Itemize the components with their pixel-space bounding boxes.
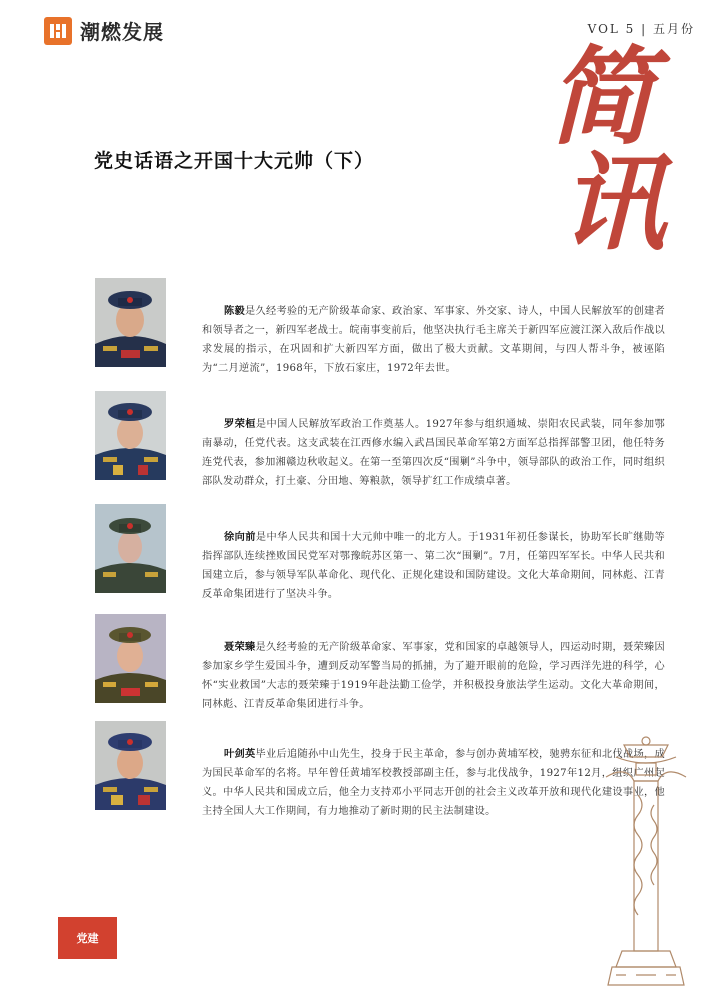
logo-icon	[44, 17, 72, 45]
portrait-photo	[95, 504, 166, 593]
brand-logo	[44, 16, 164, 45]
bio-text: 罗荣桓是中国人民解放军政治工作奠基人。1927年参与组织通城、崇阳农民武装，同年参加鄂南暴动，任党代表。这支武装在江西修水编入武昌国民革命军第2方面军总指挥部警卫团，他任特务连党代表，参加湘赣边秋收起义。在第一至第四次反“围剿”斗争中，领导部队的政治工作，同时组织部队发动群众，打土豪、分田地、筹粮款，领导扩红工作成绩卓著。	[202, 418, 665, 488]
huabiao-pillar-icon	[596, 735, 696, 999]
banner-char-jian: 简	[548, 34, 654, 159]
bio-text: 陈毅是久经考验的无产阶级革命家、政治家、军事家、外交家、诗人，中国人民解放军的创建者和领导者之一，新四军老战士。皖南事变前后，他坚决执行毛主席关于新四军应渡江深入敌后作战以求发展的指示，在巩固和扩大新四军方面，做出了极大贡献。文革期间，与四人帮斗争，被诬陷为“二月逆流”，1968年，下放石家庄，1972年去世。	[202, 305, 665, 375]
bio-text: 叶剑英毕业后追随孙中山先生，投身于民主革命，参与创办黄埔军校，驰骋东征和北伐战场，成为国民革命军的名将。早年曾任黄埔军校教授部副主任，参与北伐战争，1927年12月，组织广州起义。中华人民共和国成立后，他全力支持邓小平同志开创的社会主义改革开放和现代化建设事业，他主持全国人大工作期间，有力地推动了新时期的民主法制建设。	[202, 748, 665, 818]
person-name: 罗荣桓	[224, 418, 256, 431]
section-tag: 党建	[58, 917, 117, 959]
person-name: 徐向前	[224, 531, 256, 544]
brand-name: 潮燃发展	[80, 20, 164, 44]
portrait-photo	[95, 721, 166, 810]
person-name: 陈毅	[224, 305, 245, 318]
person-name: 聂荣臻	[224, 641, 256, 654]
issue-label: VOL 5 | 五月份	[587, 22, 695, 36]
bio-text: 徐向前是中华人民共和国十大元帅中唯一的北方人。于1931年初任参谋长，协助军长旷继勋等指挥部队连续挫败国民党军对鄂豫皖苏区第一、第二次“围剿”。7月，任第四军军长。中华人民共和国建立后，参与领导军队革命化、现代化、正规化建设和国防建设。文化大革命期间，同林彪、江青反革命集团进行了坚决斗争。	[202, 531, 665, 601]
portrait-photo	[95, 278, 166, 367]
person-name: 叶剑英	[224, 748, 256, 761]
banner-char-xun: 讯	[560, 140, 666, 265]
bio-text: 聂荣臻是久经考验的无产阶级革命家、军事家，党和国家的卓越领导人，四运动时期，聂荣臻因参加家乡学生爱国斗争，遭到反动军警当局的抓捕，为了避开眼前的危险，学习西洋先进的科学，心怀“实业救国”大志的聂荣臻于1919年赴法勤工俭学，并积极投身旅法学生运动。文化大革命期间，同林彪、江青反革命集团进行斗争。	[202, 641, 665, 711]
portrait-photo	[95, 391, 166, 480]
portrait-photo	[95, 614, 166, 703]
page-title: 党史话语之开国十大元帅（下）	[94, 150, 375, 172]
